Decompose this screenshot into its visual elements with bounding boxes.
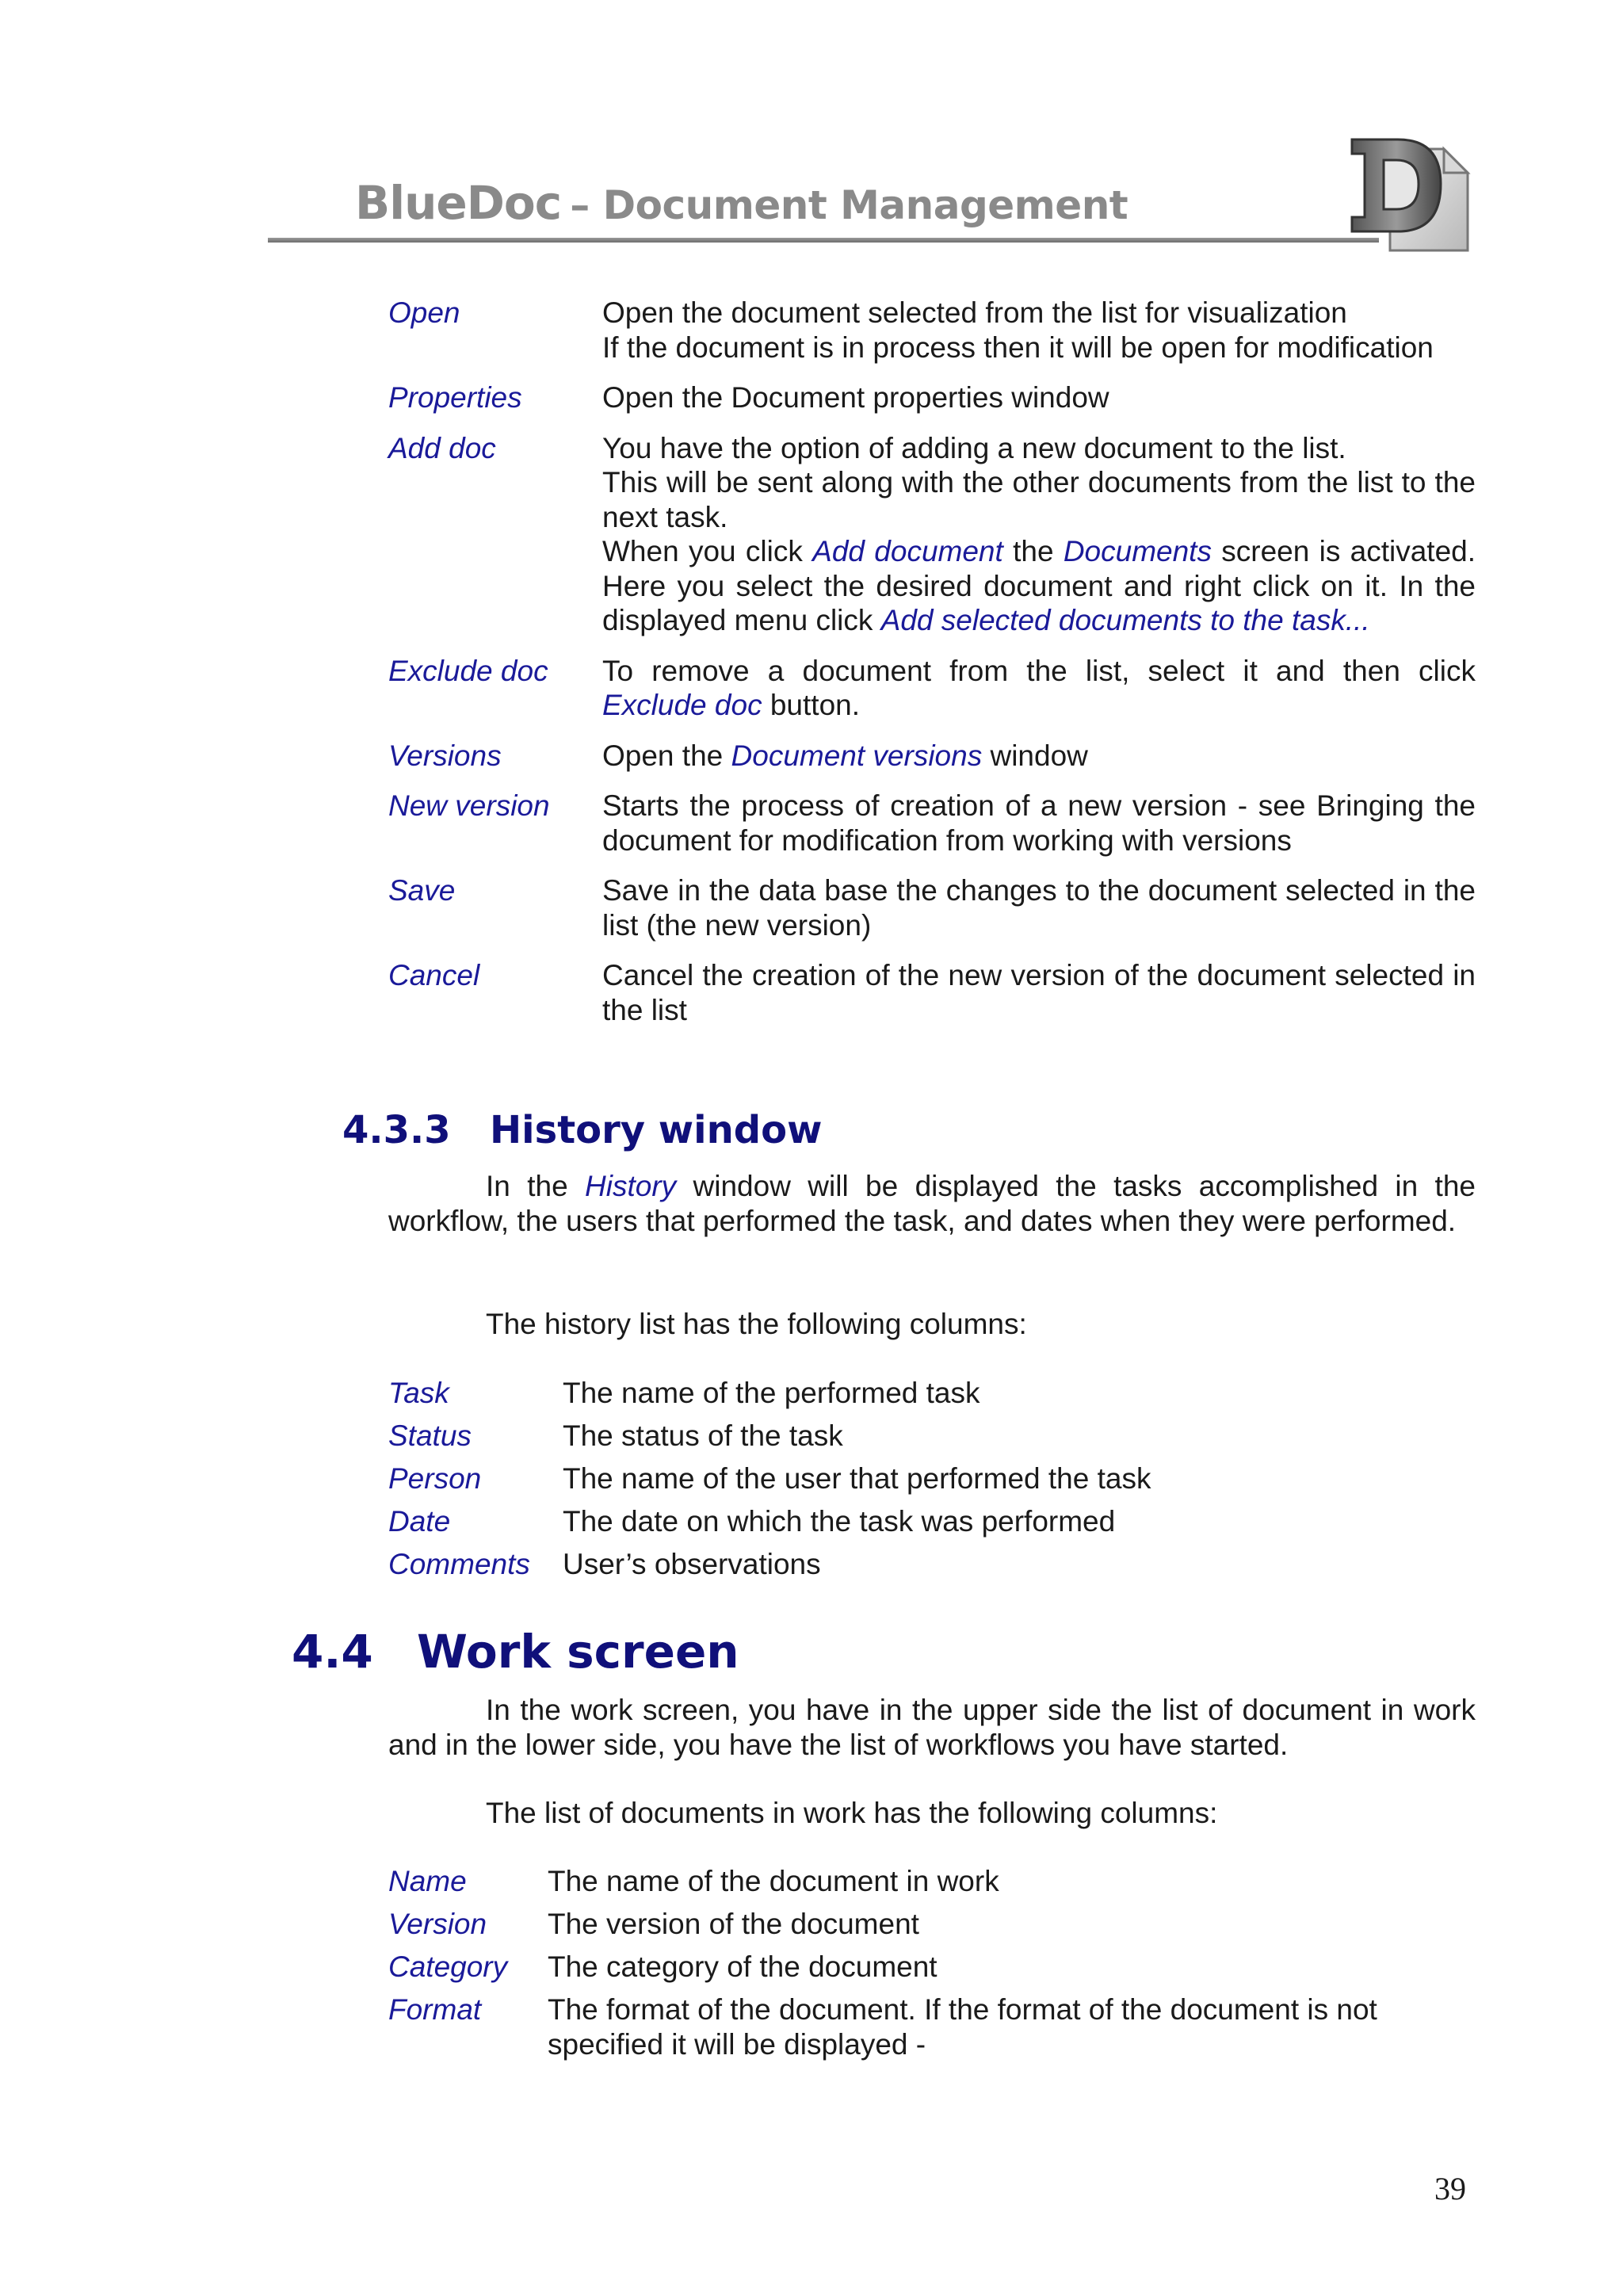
definition-row-open: [388, 296, 1476, 365]
ui-reference-history: History: [585, 1170, 677, 1202]
text-run: You have the option of adding a new document to the list.: [602, 431, 1346, 464]
column-description: The name of the user that performed the task: [563, 1462, 1151, 1495]
work-column-version: [388, 1903, 1435, 1946]
column-name: Format: [388, 1993, 482, 2026]
definition-row-cancel: [388, 958, 1476, 1027]
ui-reference-exclude-doc: Exclude doc: [602, 689, 762, 721]
button-name: Add doc: [388, 431, 496, 464]
history-columns-intro: The history list has the following columns:: [486, 1308, 1027, 1340]
text-run: Open the: [602, 739, 731, 772]
column-name: Status: [388, 1419, 472, 1452]
work-column-name: [388, 1860, 1435, 1903]
button-description: [602, 789, 1476, 858]
text-run: To remove a document from the list, select it and then click: [602, 654, 1476, 687]
section-title: History window: [490, 1108, 823, 1152]
description-line: [602, 431, 1476, 466]
text-run: Starts the process of creation of a new version - see Bringing the document for modification from working with versions: [602, 789, 1476, 857]
text-run: Open the Document properties window: [602, 381, 1109, 414]
history-columns-list: [388, 1372, 1450, 1586]
text-run: Save in the data base the changes to the document selected in the list (the new version): [602, 874, 1476, 942]
button-description: [602, 654, 1476, 723]
section-number: 4.4: [292, 1625, 373, 1679]
description-line: [602, 330, 1476, 365]
column-description: The format of the document. If the format of the document is not specified it will be displayed -: [548, 1993, 1377, 2061]
button-description: [602, 739, 1476, 774]
definition-row-save: [388, 873, 1476, 942]
description-line: [602, 739, 1476, 774]
button-name: Cancel: [388, 959, 480, 991]
bluedoc-d-logo-icon: [1349, 135, 1476, 254]
column-description: The version of the document: [548, 1908, 919, 1940]
work-columns-list: [388, 1860, 1435, 2061]
section-heading-4-3-3: [342, 1108, 822, 1152]
description-line: [602, 789, 1476, 858]
work-column-category: [388, 1946, 1435, 1988]
column-description: The name of the performed task: [563, 1377, 980, 1409]
description-line: [602, 380, 1476, 415]
text-run: button.: [762, 689, 861, 721]
description-line: [602, 534, 1476, 638]
button-name: New version: [388, 789, 550, 822]
text-run: window: [982, 739, 1088, 772]
column-name: Date: [388, 1505, 451, 1538]
history-column-status: [388, 1415, 1450, 1457]
definition-row-add-doc: [388, 431, 1476, 638]
header-subtitle: – Document Management: [570, 182, 1128, 228]
ui-reference-add-selected-documents-to-the-task: Add selected documents to the task...: [880, 604, 1370, 636]
work-screen-intro-paragraph: In the work screen, you have in the upper side the list of document in work and in the lower side, you have the list of workflows you have started.: [388, 1694, 1476, 1761]
text-run: screen is activated. Here you select the desired document and right click on it. In the displayed menu click: [602, 535, 1476, 636]
column-description: The name of the document in work: [548, 1865, 999, 1897]
text-run: the: [1002, 535, 1064, 567]
history-intro-paragraph: [388, 1169, 1476, 1238]
section-title: Work screen: [417, 1625, 739, 1679]
description-line: [602, 296, 1476, 330]
button-description: [602, 431, 1476, 638]
section-heading-4-4: [292, 1625, 739, 1679]
description-line: [602, 654, 1476, 723]
button-name: Properties: [388, 381, 522, 414]
text-run: When you click: [602, 535, 813, 567]
button-name: Open: [388, 296, 460, 329]
description-line: [602, 465, 1476, 534]
text-run: In the: [486, 1170, 586, 1202]
column-description: The date on which the task was performed: [563, 1505, 1116, 1538]
section-number: 4.3.3: [342, 1108, 451, 1152]
work-column-format: [388, 1992, 1435, 2061]
history-column-task: [388, 1372, 1450, 1415]
ui-reference-documents: Documents: [1063, 535, 1212, 567]
text-run: Open the document selected from the list for visualization: [602, 296, 1347, 329]
history-column-person: [388, 1457, 1450, 1500]
buttons-description-list: [388, 296, 1476, 1043]
column-name: Name: [388, 1865, 467, 1897]
button-description: [602, 958, 1476, 1027]
button-description: [602, 380, 1476, 415]
text-run: window will be displayed the tasks accomplished in the workflow, the users that performed the task, and dates when they were performed.: [388, 1170, 1476, 1237]
history-column-date: [388, 1500, 1450, 1543]
work-columns-intro: The list of documents in work has the following columns:: [486, 1797, 1218, 1829]
text-run: If the document is in process then it will be open for modification: [602, 330, 1434, 364]
description-line: [602, 873, 1476, 942]
column-description: User’s observations: [563, 1548, 821, 1580]
column-name: Version: [388, 1908, 487, 1940]
column-description: The status of the task: [563, 1419, 843, 1452]
button-name: Versions: [388, 739, 502, 772]
history-column-comments: [388, 1543, 1450, 1586]
column-description: The category of the document: [548, 1950, 938, 1983]
ui-reference-add-document: Add document: [812, 535, 1003, 567]
text-run: This will be sent along with the other documents from the list to the next task.: [602, 466, 1476, 533]
button-description: [602, 296, 1476, 365]
column-name: Category: [388, 1950, 508, 1983]
text-run: Cancel the creation of the new version of the document selected in the list: [602, 959, 1476, 1026]
definition-row-properties: [388, 380, 1476, 415]
button-description: [602, 873, 1476, 942]
header-divider: [268, 238, 1379, 243]
definition-row-versions: [388, 739, 1476, 774]
column-name: Task: [388, 1377, 449, 1409]
page-number: 39: [1434, 2171, 1466, 2206]
ui-reference-document-versions: Document versions: [731, 739, 983, 772]
button-name: Save: [388, 874, 456, 907]
page-header-title: [355, 176, 1128, 230]
description-line: [602, 958, 1476, 1027]
button-name: Exclude doc: [388, 654, 548, 687]
definition-row-new-version: [388, 789, 1476, 858]
column-name: Person: [388, 1462, 482, 1495]
column-name: Comments: [388, 1548, 530, 1580]
definition-row-exclude-doc: [388, 654, 1476, 723]
brand-name: BlueDoc: [355, 176, 562, 230]
